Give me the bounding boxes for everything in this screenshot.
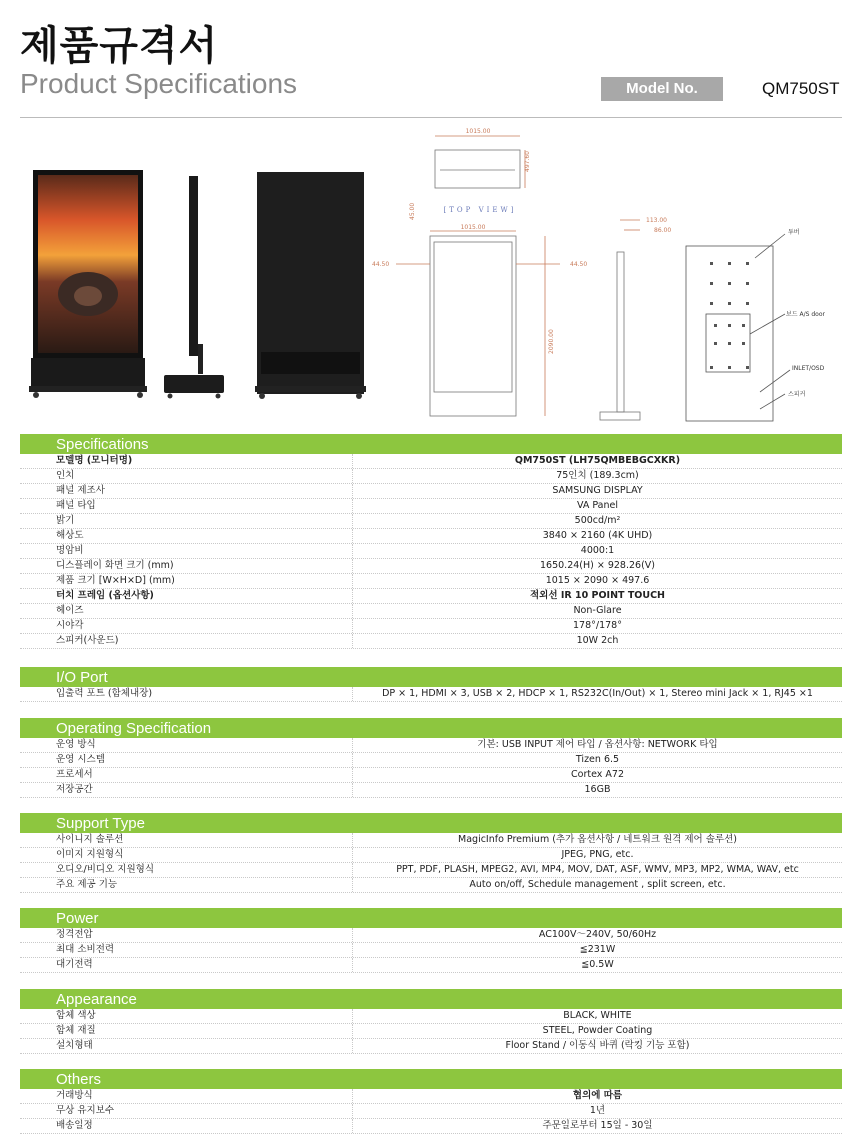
section-operating-specification	[20, 718, 842, 798]
row-value: MagicInfo Premium (추가 옵션사항 / 네트워크 원격 제어 솔루션)	[458, 834, 737, 845]
row-label: 패널 제조사	[20, 484, 353, 498]
page-title-english: Product Specifications	[20, 68, 298, 99]
back-label-1: 투버	[788, 229, 800, 236]
table-row	[20, 783, 842, 798]
dim-top-depth: 497.60	[524, 151, 531, 172]
section-heading: Support Type	[20, 813, 842, 833]
table-row	[20, 544, 842, 559]
top-view-label: [TOP VIEW]	[443, 206, 517, 214]
product-illustration	[0, 124, 860, 429]
section-heading: Others	[20, 1069, 842, 1089]
table-row	[20, 589, 842, 604]
model-number-label: Model No.	[601, 77, 723, 101]
section-heading: I/O Port	[20, 667, 842, 687]
row-label: 시야각	[20, 619, 353, 633]
dim-front-top: 45.00	[409, 202, 416, 220]
row-value: 1015 × 2090 × 497.6	[545, 575, 650, 586]
section-heading: Appearance	[20, 989, 842, 1009]
row-label: 디스플레이 화면 크기 (mm)	[20, 559, 353, 573]
row-label: 인치	[20, 469, 353, 483]
table-row	[20, 604, 842, 619]
row-label: 저장공간	[20, 783, 353, 797]
row-value: 16GB	[584, 784, 611, 795]
row-label: 함체 색상	[20, 1009, 353, 1023]
row-label: 패널 타입	[20, 499, 353, 513]
row-label: 함체 재질	[20, 1024, 353, 1038]
section-heading: Operating Specification	[20, 718, 842, 738]
table-row	[20, 958, 842, 973]
table-row	[20, 469, 842, 484]
row-value: 178°/178°	[573, 620, 622, 631]
row-label: 운영 시스템	[20, 753, 353, 767]
table-row	[20, 1024, 842, 1039]
table-row	[20, 1089, 842, 1104]
product-images	[0, 124, 860, 429]
dim-side-1: 113.00	[646, 217, 667, 224]
table-row	[20, 574, 842, 589]
section-appearance	[20, 989, 842, 1054]
row-value: 75인치 (189.3cm)	[556, 470, 639, 481]
section-specifications	[20, 434, 842, 649]
row-label: 프로세서	[20, 768, 353, 782]
dim-top-width: 1015.00	[465, 128, 491, 135]
table-row	[20, 833, 842, 848]
row-value: Tizen 6.5	[575, 754, 620, 765]
table-row	[20, 634, 842, 649]
row-value: Cortex A72	[571, 769, 624, 780]
row-value: AC100V～240V, 50/60Hz	[538, 929, 657, 940]
section-power	[20, 908, 842, 973]
row-label: 오디오/비디오 지원형식	[20, 863, 353, 877]
table-row	[20, 499, 842, 514]
dim-side-right: 44.50	[570, 261, 588, 268]
table-row	[20, 514, 842, 529]
row-label: 제품 크기 [W×H×D] (mm)	[20, 574, 353, 588]
table-row	[20, 1009, 842, 1024]
table-row	[20, 943, 842, 958]
back-label-4: 스피커	[788, 391, 806, 398]
row-value: 4000:1	[580, 545, 615, 556]
dim-height: 2090.00	[548, 329, 555, 354]
back-view-photo	[255, 172, 366, 399]
row-label: 최대 소비전력	[20, 943, 353, 957]
table-row	[20, 753, 842, 768]
front-dimension-drawing	[396, 231, 560, 416]
row-value: STEEL, Powder Coating	[542, 1025, 653, 1036]
header-divider	[20, 117, 842, 118]
row-label: 무상 유지보수	[20, 1104, 353, 1118]
row-value: 1650.24(H) × 928.26(V)	[540, 560, 655, 571]
row-value: 3840 × 2160 (4K UHD)	[542, 530, 653, 541]
row-value: 1년	[589, 1105, 606, 1116]
row-label: 거래방식	[20, 1089, 353, 1103]
row-label: 밝기	[20, 514, 353, 528]
model-number-value: QM750ST	[762, 79, 840, 98]
front-view-photo	[29, 170, 147, 398]
section-io-port	[20, 667, 842, 702]
table-row	[20, 738, 842, 753]
table-row	[20, 878, 842, 893]
back-label-3: INLET/OSD	[792, 365, 825, 372]
row-value: DP × 1, HDMI × 3, USB × 2, HDCP × 1, RS232C(In/Out) × 1, Stereo mini Jack × 1, RJ45 ×1	[382, 688, 813, 699]
section-others	[20, 1069, 842, 1134]
dim-side-2: 86.00	[654, 227, 672, 234]
row-value: 적외선 IR 10 POINT TOUCH	[529, 590, 666, 601]
table-row	[20, 619, 842, 634]
side-view-photo	[164, 176, 224, 399]
row-label: 입출력 포트 (함체내장)	[20, 687, 353, 701]
table-row	[20, 687, 842, 702]
table-row	[20, 1039, 842, 1054]
row-value: BLACK, WHITE	[563, 1010, 632, 1021]
row-label: 해상도	[20, 529, 353, 543]
row-value: 기본: USB INPUT 제어 타입 / 옵션사항: NETWORK 타입	[477, 739, 718, 750]
row-value: Floor Stand / 이동식 바퀴 (락킹 기능 포함)	[505, 1040, 690, 1051]
table-row	[20, 559, 842, 574]
dim-side-left: 44.50	[372, 261, 390, 268]
row-value: PPT, PDF, PLASH, MPEG2, AVI, MP4, MOV, DAT, ASF, WMV, MP3, MP2, WMA, WAV, etc	[396, 864, 799, 875]
row-label: 모델명 (모니터명)	[20, 454, 353, 468]
row-label: 정격전압	[20, 928, 353, 942]
row-label: 이미지 지원형식	[20, 848, 353, 862]
side-dimension-drawing	[600, 220, 640, 420]
row-value: QM750ST (LH75QMBEBGCXKR)	[514, 455, 681, 466]
dim-front-width: 1015.00	[460, 224, 486, 231]
row-label: 설치형태	[20, 1039, 353, 1053]
row-value: SAMSUNG DISPLAY	[552, 485, 643, 496]
row-label: 스피커(사운드)	[20, 634, 353, 648]
row-value: ≦0.5W	[581, 959, 614, 970]
row-label: 배송일정	[20, 1119, 353, 1133]
back-dimension-drawing	[686, 234, 790, 421]
section-heading: Power	[20, 908, 842, 928]
row-value: 주문일로부터 15일 - 30일	[542, 1120, 653, 1131]
row-value: VA Panel	[576, 500, 619, 511]
back-label-2: 보드 A/S door	[786, 311, 825, 318]
row-value: JPEG, PNG, etc.	[561, 849, 634, 860]
row-label: 터치 프레임 (옵션사항)	[20, 589, 353, 603]
section-support-type	[20, 813, 842, 893]
row-label: 헤이즈	[20, 604, 353, 618]
table-row	[20, 454, 842, 469]
row-label: 사이니지 솔루션	[20, 833, 353, 847]
row-label: 운영 방식	[20, 738, 353, 752]
table-row	[20, 928, 842, 943]
row-value: 10W 2ch	[576, 635, 619, 646]
table-row	[20, 863, 842, 878]
row-value: Non-Glare	[573, 605, 622, 616]
table-row	[20, 484, 842, 499]
row-value: Auto on/off, Schedule management , split screen, etc.	[469, 879, 726, 890]
page-title-korean: 제품규격서	[20, 23, 219, 69]
table-row	[20, 1104, 842, 1119]
row-label: 명암비	[20, 544, 353, 558]
row-value: 협의에 따름	[572, 1090, 623, 1101]
table-row	[20, 529, 842, 544]
table-row	[20, 768, 842, 783]
table-row	[20, 1119, 842, 1134]
row-label: 대기전력	[20, 958, 353, 972]
row-value: ≦231W	[579, 944, 616, 955]
row-label: 주요 제공 기능	[20, 878, 353, 892]
row-value: 500cd/m²	[574, 515, 621, 526]
top-view-drawing	[435, 136, 525, 188]
section-heading: Specifications	[20, 434, 842, 454]
table-row	[20, 848, 842, 863]
